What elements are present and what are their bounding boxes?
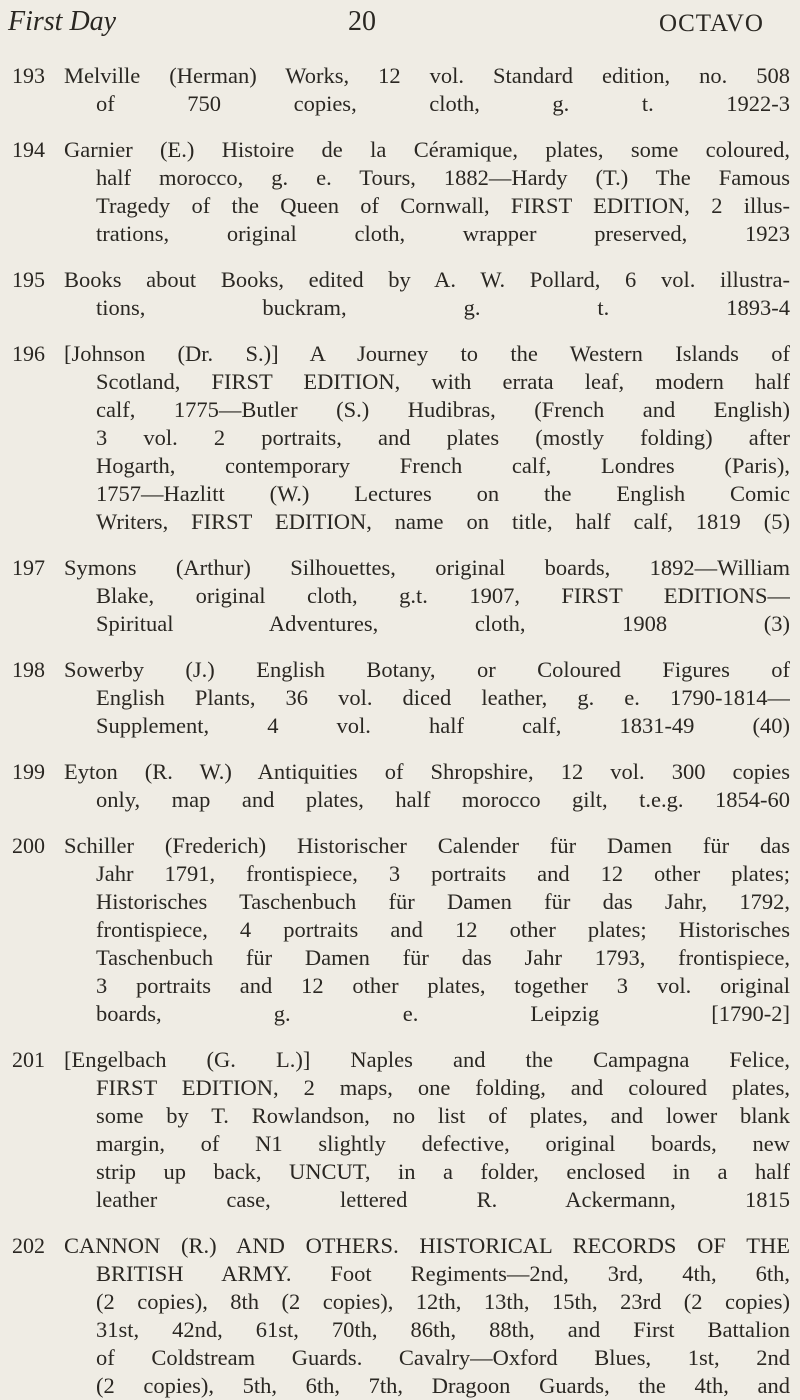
description-line: Symons (Arthur) Silhouettes, original boards, 1892—William <box>64 555 790 580</box>
lot-description <box>64 656 790 740</box>
lot-number: 193 <box>12 63 45 88</box>
description-line: of Coldstream Guards. Cavalry—Oxford Blues, 1st, 2nd <box>96 1345 790 1370</box>
description-line: (2 copies), 5th, 6th, 7th, Dragoon Guards, the 4th, and <box>96 1373 790 1398</box>
description-line: Garnier (E.) Histoire de la Céramique, plates, some coloured, <box>64 137 790 162</box>
lot-description <box>64 1232 790 1400</box>
description-line: (2 copies), 8th (2 copies), 12th, 13th, 15th, 23rd (2 copies) <box>96 1289 790 1314</box>
lot-number: 199 <box>12 759 45 784</box>
description-line: Supplement, 4 vol. half calf, 1831-49 (40) <box>96 713 790 738</box>
description-line: [Engelbach (G. L.)] Naples and the Campagna Felice, <box>64 1047 790 1072</box>
description-line: [Johnson (Dr. S.)] A Journey to the Western Islands of <box>64 341 790 366</box>
description-line: boards, g. e. Leipzig [1790-2] <box>96 1001 790 1026</box>
description-line: Eyton (R. W.) Antiquities of Shropshire, 12 vol. 300 copies <box>64 759 790 784</box>
description-line: 31st, 42nd, 61st, 70th, 86th, 88th, and First Battalion <box>96 1317 790 1342</box>
lot-description <box>64 758 790 814</box>
description-line: Melville (Herman) Works, 12 vol. Standard edition, no. 508 <box>64 63 790 88</box>
description-line: half morocco, g. e. Tours, 1882—Hardy (T.) The Famous <box>96 165 790 190</box>
description-line: tions, buckram, g. t. 1893-4 <box>96 295 790 320</box>
lot-number: 202 <box>12 1233 45 1258</box>
lot-description <box>64 1046 790 1214</box>
description-line: Hogarth, contemporary French calf, Londres (Paris), <box>96 453 790 478</box>
lot-number: 201 <box>12 1047 45 1072</box>
description-line: English Plants, 36 vol. diced leather, g. e. 1790-1814— <box>96 685 790 710</box>
description-line: 1757—Hazlitt (W.) Lectures on the English Comic <box>96 481 790 506</box>
lot-description <box>64 554 790 638</box>
description-line: calf, 1775—Butler (S.) Hudibras, (French and English) <box>96 397 790 422</box>
description-line: leather case, lettered R. Ackermann, 1815 <box>96 1187 790 1212</box>
description-line: Scotland, FIRST EDITION, with errata leaf, modern half <box>96 369 790 394</box>
description-line: 3 portraits and 12 other plates, together 3 vol. original <box>96 973 790 998</box>
description-line: Jahr 1791, frontispiece, 3 portraits and 12 other plates; <box>96 861 790 886</box>
lot-number: 195 <box>12 267 45 292</box>
lot-number: 196 <box>12 341 45 366</box>
page-header <box>0 0 800 60</box>
description-line: trations, original cloth, wrapper preserved, 1923 <box>96 221 790 246</box>
description-line: only, map and plates, half morocco gilt, t.e.g. 1854-60 <box>96 787 790 812</box>
description-line: margin, of N1 slightly defective, original boards, new <box>96 1131 790 1156</box>
lot-description <box>64 266 790 322</box>
running-head-day: First Day <box>8 6 117 37</box>
lot-number: 197 <box>12 555 45 580</box>
description-line: frontispiece, 4 portraits and 12 other plates; Historisches <box>96 917 790 942</box>
description-line: Historisches Taschenbuch für Damen für das Jahr, 1792, <box>96 889 790 914</box>
description-line: BRITISH ARMY. Foot Regiments—2nd, 3rd, 4th, 6th, <box>96 1261 790 1286</box>
lot-number: 194 <box>12 137 45 162</box>
lot-description <box>64 832 790 1028</box>
description-line: Spiritual Adventures, cloth, 1908 (3) <box>96 611 790 636</box>
lot-number: 198 <box>12 657 45 682</box>
description-line: Tragedy of the Queen of Cornwall, FIRST EDITION, 2 illus- <box>96 193 790 218</box>
description-line: of 750 copies, cloth, g. t. 1922-3 <box>96 91 790 116</box>
description-line: 3 vol. 2 portraits, and plates (mostly folding) after <box>96 425 790 450</box>
page-number: 20 <box>348 6 376 37</box>
description-line: some by T. Rowlandson, no list of plates, and lower blank <box>96 1103 790 1128</box>
description-line: Schiller (Frederich) Historischer Calender für Damen für das <box>64 833 790 858</box>
description-line: strip up back, UNCUT, in a folder, enclosed in a half <box>96 1159 790 1184</box>
running-head-format: OCTAVO <box>659 10 764 37</box>
description-line: Sowerby (J.) English Botany, or Coloured Figures of <box>64 657 790 682</box>
description-line: Taschenbuch für Damen für das Jahr 1793, frontispiece, <box>96 945 790 970</box>
description-line: Writers, FIRST EDITION, name on title, half calf, 1819 (5) <box>96 509 790 534</box>
lot-description <box>64 136 790 248</box>
lot-number: 200 <box>12 833 45 858</box>
lot-description <box>64 340 790 536</box>
description-line: FIRST EDITION, 2 maps, one folding, and coloured plates, <box>96 1075 790 1100</box>
description-line: Blake, original cloth, g.t. 1907, FIRST EDITIONS— <box>96 583 790 608</box>
description-line: CANNON (R.) AND OTHERS. HISTORICAL RECORDS OF THE <box>64 1233 790 1258</box>
description-line: Books about Books, edited by A. W. Pollard, 6 vol. illustra- <box>64 267 790 292</box>
lot-description <box>64 62 790 118</box>
